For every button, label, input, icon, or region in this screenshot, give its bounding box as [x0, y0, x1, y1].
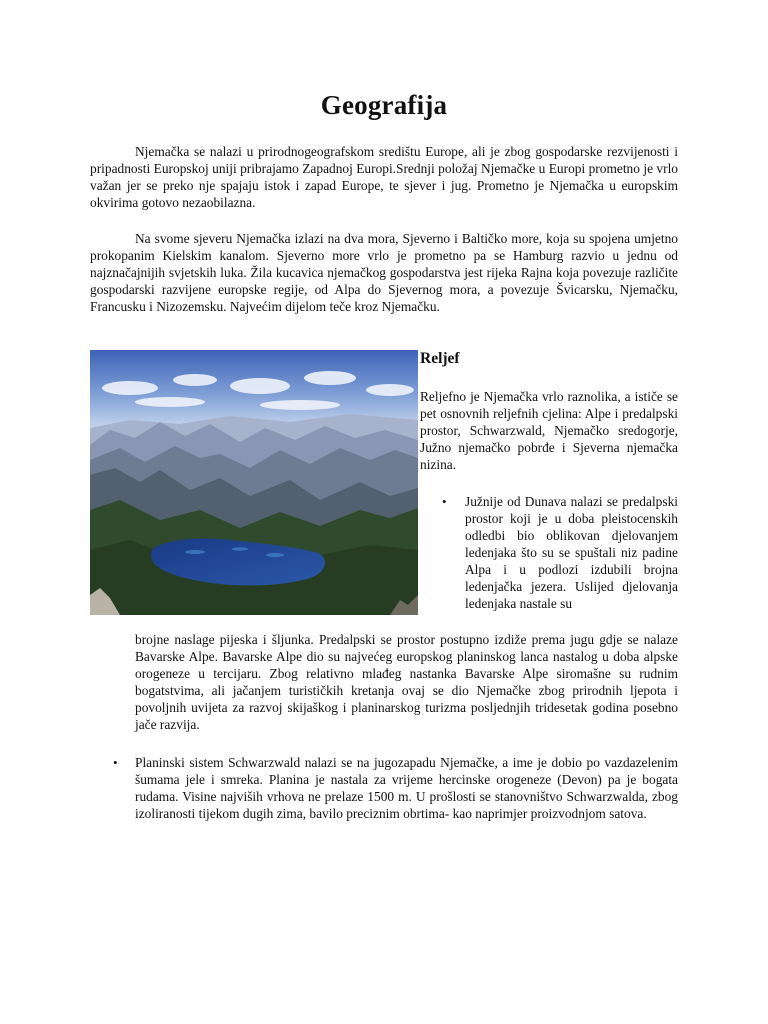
bullet-marker: • [113, 755, 118, 770]
bullet-marker: • [442, 494, 447, 509]
bullet-schwarzwald-text: Planinski sistem Schwarzwald nalazi se na jugozapadu Njemačke, a ime je dobio po vazdazelenim šumama jele i smreka. Planina je nastala za vrijeme hercinske orogeneze (Devon) pa je bogata rudama. Visine najviših vrhova ne prelaze 1500 m. U prošlosti se stanovništvo Schwarzwalda, zbog izoliranosti tijekom dugih zima, bavilo preciznim obrtima- kao naprimjer proizvodnjom satova. [135, 755, 678, 821]
bullet-alps-text-bottom: brojne naslage pijeska i šljunka. Predalpski se prostor postupno izdiže prema jugu gdje se nalaze Bavarske Alpe. Bavarske Alpe dio su najvećeg europskog planinskog lanca nastalog u doba alpske orogeneze u tercijaru. Zbog relativno mlađeg nastanka Bavarske Alpe siromašne su rudnim bogatstvima, ali jačanjem turističkih kretanja ovaj se dio Njemačke zbog prirodnih ljepota i povoljnih uvijeta za razvoj skijaškog i planinarskog turizma posljednjih tridesetak godina posebno jače razvija. [135, 632, 678, 732]
section-heading-relief: Reljef [420, 350, 460, 367]
mountain-landscape-image [90, 350, 418, 615]
bullet-alps-text-top: Južnije od Dunava nalazi se predalpski prostor koji je u doba pleistocenskih odledbi bio oblikovan djelovanjem ledenjaka što su se spuštali niz padine Alpa i u podlozi izdubili brojna ledenjačka jezera. Uslijed djelovanja ledenjaka nastale su [465, 494, 678, 611]
paragraph-intro: Njemačka se nalazi u prirodnogeografskom središtu Europe, ali je zbog gospodarske rezvijenosti i pripadnosti Europskoj uniji pribrajamo Zapadnoj Europi.Srednji položaj Njemačke u Europi prometno je vrlo važan jer se preko nje spajaju istok i zapad Europe, te sjever i jug. Prometno je Njemačka u europskim okvirima gotovo nezaobilazna. [90, 144, 678, 210]
page-title: Geografija [320, 90, 448, 120]
relief-intro-text: Reljefno je Njemačka vrlo raznolika, a ističe se pet osnovnih reljefnih cjelina: Alpe i predalpski prostor, Schwarzwald, Njemačko sredogorje, Južno njemačko pobrđe i Sjeverna njemačka nizina. [420, 389, 678, 472]
alpine-lake-photo [90, 350, 418, 615]
paragraph-seas: Na svome sjeveru Njemačka izlazi na dva mora, Sjeverno i Baltičko more, koja su spojena umjetno prokopanim Kielskim kanalom. Sjeverno more vrlo je prometno pa se Hamburg razvio u jednu od najznačajnijih svjetskih luka. Žila kucavica njemačkog gospodarstva jest rijeka Rajna koja povezuje različite gospodarski razvijene europske regije, od Alpa do Sjevernog mora, a povezuje Švicarsku, Njemačku, Francusku i Nizozemsku. Najvećim dijelom teče kroz Njemačku. [90, 231, 678, 314]
